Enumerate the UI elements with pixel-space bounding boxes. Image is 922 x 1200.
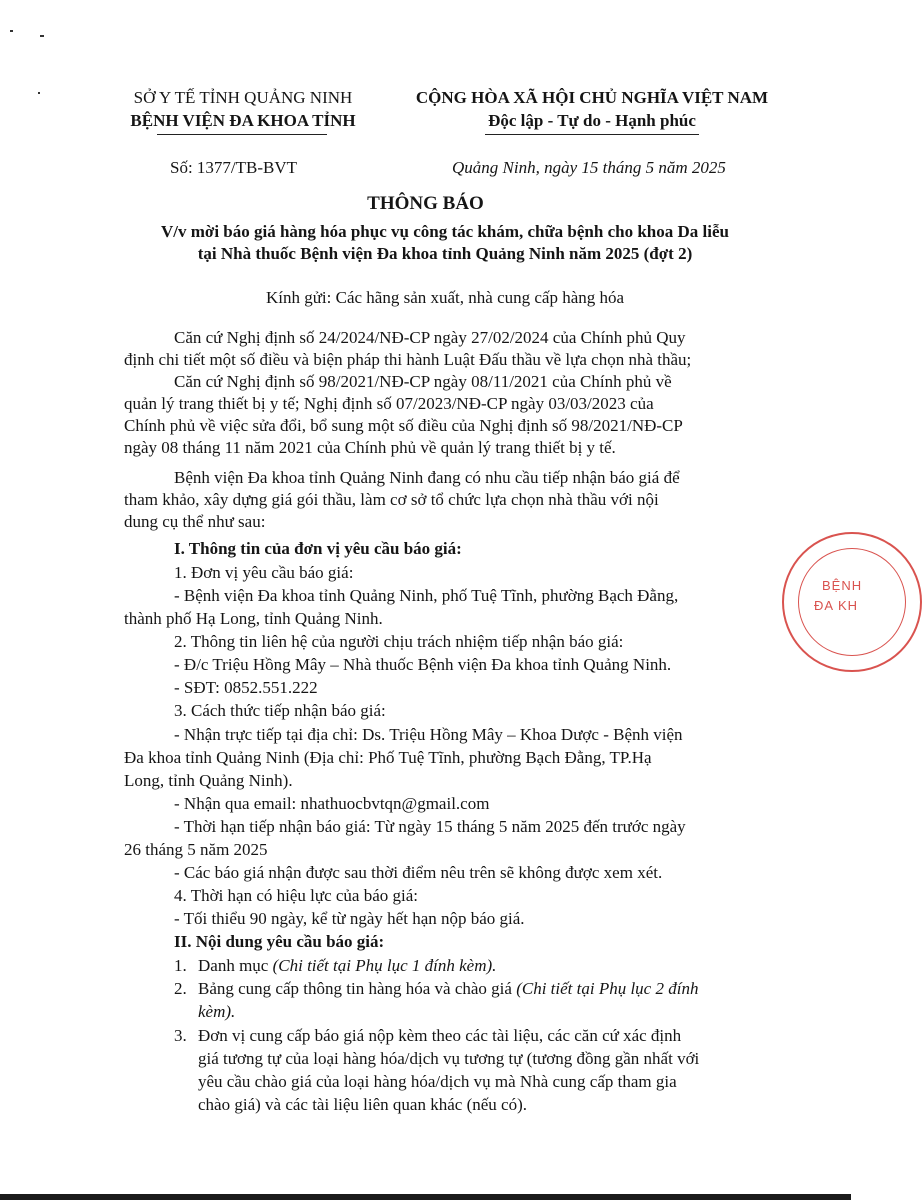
numbered-item: yêu cầu chào giá của loại hàng hóa/dịch vụ mà Nhà cung cấp tham gia	[198, 1072, 677, 1091]
stamp-text: ĐA KH	[814, 598, 859, 613]
paragraph-line: Căn cứ Nghị định số 98/2021/NĐ-CP ngày 08/11/2021 của Chính phủ về	[174, 372, 672, 391]
scan-speck	[40, 35, 44, 37]
list-item: - Bệnh viện Đa khoa tỉnh Quảng Ninh, phố Tuệ Tĩnh, phường Bạch Đằng,	[174, 586, 679, 605]
list-item: 1. Đơn vị yêu cầu báo giá:	[174, 563, 354, 582]
section-2-heading: II. Nội dung yêu cầu báo giá:	[174, 932, 385, 951]
numbered-item-number: 1.	[174, 956, 187, 975]
official-stamp	[782, 532, 922, 672]
right-header-underline	[485, 134, 699, 135]
scan-speck	[38, 92, 40, 94]
subject-line-1: V/v mời báo giá hàng hóa phục vụ công tác khám, chữa bệnh cho khoa Da liễu	[161, 222, 729, 241]
scan-bottom-edge	[0, 1194, 851, 1200]
section-1-heading: I. Thông tin của đơn vị yêu cầu báo giá:	[174, 539, 462, 558]
list-item: - Tối thiểu 90 ngày, kể từ ngày hết hạn nộp báo giá.	[174, 909, 525, 928]
numbered-item-number: 3.	[174, 1026, 187, 1045]
scan-speck	[10, 30, 13, 32]
paragraph-line: quản lý trang thiết bị y tế; Nghị định số 07/2023/NĐ-CP ngày 03/03/2023 của	[124, 394, 654, 413]
place-and-date: Quảng Ninh, ngày 15 tháng 5 năm 2025	[452, 158, 726, 177]
paragraph-line: Bệnh viện Đa khoa tỉnh Quảng Ninh đang có nhu cầu tiếp nhận báo giá để	[174, 468, 680, 487]
numbered-item: chào giá) và các tài liệu liên quan khác (nếu có).	[198, 1095, 527, 1114]
paragraph-line: định chi tiết một số điều và biện pháp thi hành Luật Đấu thầu về lựa chọn nhà thầu;	[124, 350, 692, 369]
national-motto: Độc lập - Tự do - Hạnh phúc	[488, 111, 696, 130]
list-item: 26 tháng 5 năm 2025	[124, 840, 268, 859]
numbered-item-text: Danh mục	[198, 956, 273, 975]
list-item: 3. Cách thức tiếp nhận báo giá:	[174, 701, 386, 720]
numbered-item-text: Bảng cung cấp thông tin hàng hóa và chào giá	[198, 979, 517, 998]
national-title: CỘNG HÒA XÃ HỘI CHỦ NGHĨA VIỆT NAM	[415, 88, 769, 107]
email-line: - Nhận qua email: nhathuocbvtqn@gmail.com	[174, 794, 490, 813]
document-number: Số: 1377/TB-BVT	[170, 158, 298, 177]
paragraph-line: dung cụ thể như sau:	[124, 512, 266, 531]
list-item: 4. Thời hạn có hiệu lực của báo giá:	[174, 886, 419, 905]
numbered-item-number: 2.	[174, 979, 187, 998]
numbered-item	[198, 956, 496, 976]
list-item: Long, tỉnh Quảng Ninh).	[124, 771, 293, 790]
paragraph-line: ngày 08 tháng 11 năm 2021 của Chính phủ về quản lý trang thiết bị y tế.	[124, 438, 616, 457]
list-item: - Nhận trực tiếp tại địa chỉ: Ds. Triệu Hồng Mây – Khoa Dược - Bệnh viện	[174, 725, 683, 744]
list-item: 2. Thông tin liên hệ của người chịu trách nhiệm tiếp nhận báo giá:	[174, 632, 624, 651]
numbered-item: giá tương tự của loại hàng hóa/dịch vụ tương tự (tương đồng gần nhất với	[198, 1049, 700, 1068]
left-header-underline	[157, 134, 327, 135]
numbered-item: Đơn vị cung cấp báo giá nộp kèm theo các tài liệu, các căn cứ xác định	[198, 1026, 682, 1045]
subject-line-2: tại Nhà thuốc Bệnh viện Đa khoa tỉnh Quảng Ninh năm 2025 (đợt 2)	[197, 244, 693, 263]
document-title: THÔNG BÁO	[367, 193, 484, 214]
paragraph-line: tham khảo, xây dựng giá gói thầu, làm cơ sở tổ chức lựa chọn nhà thầu với nội	[124, 490, 659, 509]
list-item: - Đ/c Triệu Hồng Mây – Nhà thuốc Bệnh viện Đa khoa tỉnh Quảng Ninh.	[174, 655, 672, 674]
numbered-item-italic: kèm).	[198, 1002, 236, 1021]
list-item: thành phố Hạ Long, tỉnh Quảng Ninh.	[124, 609, 383, 628]
hospital-name: BỆNH VIỆN ĐA KHOA TỈNH	[130, 111, 356, 130]
agency-name: SỞ Y TẾ TỈNH QUẢNG NINH	[133, 88, 353, 107]
numbered-item-italic: (Chi tiết tại Phụ lục 1 đính kèm).	[272, 956, 497, 975]
stamp-text: BỆNH	[822, 578, 863, 593]
paragraph-line: Căn cứ Nghị định số 24/2024/NĐ-CP ngày 27/02/2024 của Chính phủ Quy	[174, 328, 686, 347]
list-item: Đa khoa tỉnh Quảng Ninh (Địa chỉ: Phố Tuệ Tĩnh, phường Bạch Đằng, TP.Hạ	[124, 748, 652, 767]
numbered-item	[198, 979, 698, 999]
numbered-item-italic: (Chi tiết tại Phụ lục 2 đính	[516, 979, 699, 998]
list-item: - Các báo giá nhận được sau thời điểm nêu trên sẽ không được xem xét.	[174, 863, 663, 882]
list-item: - SĐT: 0852.551.222	[174, 678, 318, 697]
recipient-line: Kính gửi: Các hãng sản xuất, nhà cung cấp hàng hóa	[265, 288, 625, 307]
list-item: - Thời hạn tiếp nhận báo giá: Từ ngày 15 tháng 5 năm 2025 đến trước ngày	[174, 817, 686, 836]
paragraph-line: Chính phủ về việc sửa đổi, bổ sung một số điều của Nghị định số 98/2021/NĐ-CP	[124, 416, 683, 435]
